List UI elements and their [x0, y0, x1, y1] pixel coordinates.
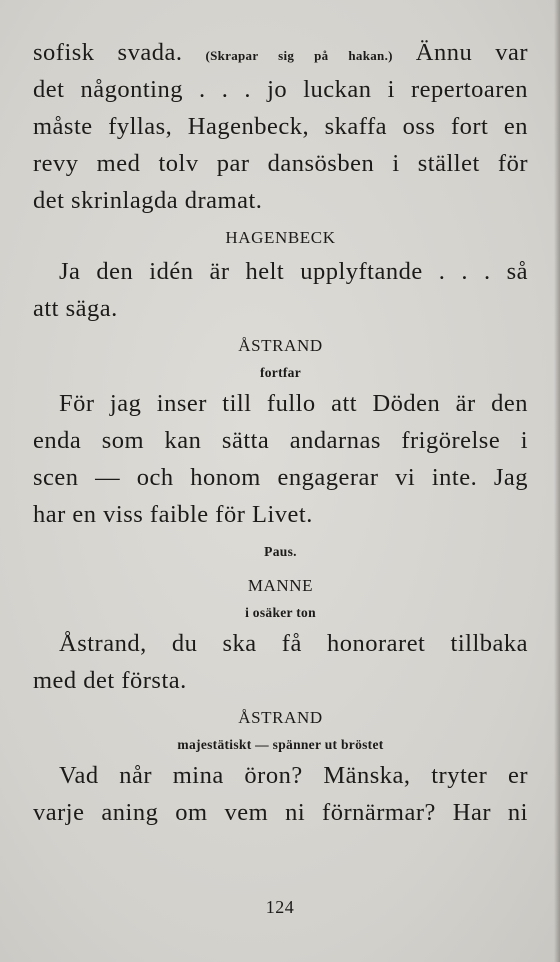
stage-direction: majestätiskt — spänner ut bröstet — [177, 737, 384, 752]
speaker-name: ÅSTRAND — [238, 336, 323, 355]
text-line: För jag inser till fullo att Döden är den — [59, 390, 528, 417]
text-fragment: Ännu var — [415, 39, 529, 66]
text-fragment: sofisk svada. — [33, 39, 183, 66]
text-line: varje aning om vem ni förnärmar? Har ni — [33, 799, 528, 826]
text-line: revy med tolv par dansösben i stället för — [33, 150, 528, 177]
speaker-name: ÅSTRAND — [238, 708, 323, 727]
text-line: att säga. — [33, 295, 118, 322]
text-line: Åstrand, du ska få honoraret tillbaka — [59, 630, 528, 657]
text-line: Vad når mina öron? Mänska, tryter er — [59, 762, 528, 789]
text-line: enda som kan sätta andarnas frigörelse i — [33, 427, 528, 454]
stage-direction: fortfar — [259, 365, 302, 380]
page-edge-shadow — [554, 0, 560, 962]
text-line: det någonting . . . jo luckan i repertoaren — [33, 76, 528, 103]
stage-direction-pause: Paus. — [264, 544, 297, 559]
page-text — [33, 34, 528, 831]
text-line: med det första. — [33, 667, 187, 694]
text-line: scen — och honom engagerar vi inte. Jag — [33, 464, 528, 491]
text-line: Ja den idén är helt upplyftande . . . så — [59, 258, 528, 285]
speaker-name: MANNE — [247, 576, 314, 595]
speaker-name: HAGENBECK — [225, 228, 336, 247]
page-number: 124 — [265, 897, 295, 917]
text-line: har en viss faible för Livet. — [33, 501, 313, 528]
text-line — [33, 34, 528, 71]
text-line: det skrinlagda dramat. — [33, 187, 263, 214]
stage-direction-inline: (Skrapar sig på hakan.) — [205, 48, 393, 63]
text-line: måste fyllas, Hagenbeck, skaffa oss fort en — [33, 113, 528, 140]
stage-direction: i osäker ton — [245, 605, 316, 620]
